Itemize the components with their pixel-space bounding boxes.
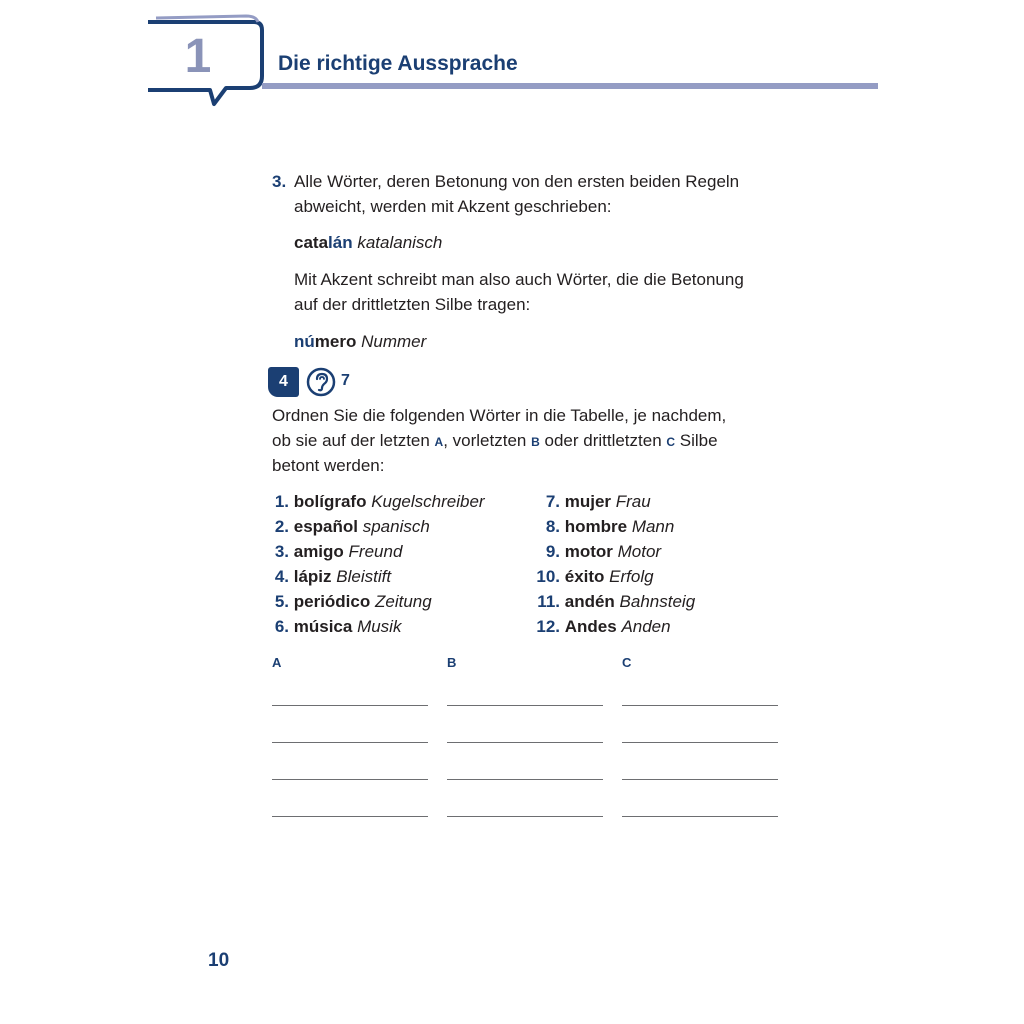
- item-translation: Frau: [615, 492, 651, 511]
- header-rule: [262, 83, 878, 89]
- list-item: [530, 589, 695, 614]
- example-translation: Nummer: [361, 332, 427, 351]
- list-item: [271, 514, 430, 539]
- instruction-line-1: Ordnen Sie die folgenden Wörter in die Tabelle, je nachdem,: [272, 406, 727, 425]
- list-item: [530, 489, 651, 514]
- item-translation: Bleistift: [336, 567, 392, 586]
- item-number: 10.: [536, 567, 560, 586]
- answer-line[interactable]: [447, 779, 603, 780]
- column-header-a: A: [272, 655, 282, 670]
- column-header-b: B: [447, 655, 457, 670]
- item-word: amigo: [293, 542, 344, 561]
- item-word: música: [293, 617, 353, 636]
- instruction-text: ob sie auf der letzten: [272, 431, 435, 450]
- item-word: lápiz: [293, 567, 332, 586]
- column-header-c: C: [622, 655, 632, 670]
- answer-line[interactable]: [272, 779, 428, 780]
- item-word: español: [293, 517, 358, 536]
- item-translation: Bahnsteig: [619, 592, 696, 611]
- item-translation: Musik: [357, 617, 402, 636]
- item-number: 3.: [274, 542, 289, 561]
- answer-line[interactable]: [622, 816, 778, 817]
- list-item: [530, 564, 654, 589]
- item-number: 11.: [537, 592, 560, 611]
- item-number: 4.: [274, 567, 289, 586]
- list-item: [530, 514, 674, 539]
- example-word-post: mero: [314, 332, 357, 351]
- example-word-stress: nú: [294, 332, 315, 351]
- item-word: éxito: [564, 567, 605, 586]
- example-numero: [294, 329, 426, 354]
- item-word: bolígrafo: [293, 492, 367, 511]
- exercise-number-badge: 4: [268, 367, 299, 397]
- item-number: 5.: [274, 592, 289, 611]
- list-item: [530, 614, 671, 639]
- rule-text2-line-2: auf der drittletzten Silbe tragen:: [294, 295, 531, 314]
- item-word: andén: [564, 592, 615, 611]
- label-b: B: [531, 435, 540, 449]
- item-word: hombre: [564, 517, 628, 536]
- rule-number: 3.: [272, 172, 287, 191]
- instruction-text: , vorletzten: [443, 431, 532, 450]
- item-number: 2.: [274, 517, 289, 536]
- page-number: 10: [208, 950, 230, 971]
- item-translation: Erfolg: [609, 567, 654, 586]
- rule-text-line-1: Alle Wörter, deren Betonung von den ersten beiden Regeln: [294, 172, 740, 191]
- item-word: periódico: [293, 592, 371, 611]
- label-c: C: [666, 435, 676, 449]
- answer-line[interactable]: [272, 742, 428, 743]
- audio-track-number: 7: [341, 372, 350, 389]
- item-translation: Mann: [631, 517, 675, 536]
- ear-icon: [306, 367, 336, 397]
- answer-line[interactable]: [272, 705, 428, 706]
- item-word: mujer: [564, 492, 612, 511]
- answer-line[interactable]: [622, 705, 778, 706]
- answer-line[interactable]: [447, 705, 603, 706]
- answer-line[interactable]: [272, 816, 428, 817]
- item-number: 1.: [274, 492, 289, 511]
- list-item: [530, 539, 661, 564]
- label-a: A: [434, 435, 444, 449]
- rule-text2-line-1: Mit Akzent schreibt man also auch Wörter, die die Betonung: [294, 270, 744, 289]
- list-item: [271, 564, 391, 589]
- item-translation: Motor: [617, 542, 662, 561]
- list-item: [271, 489, 485, 514]
- item-number: 7.: [545, 492, 560, 511]
- list-item: [271, 589, 432, 614]
- instruction-line-3: betont werden:: [272, 456, 385, 475]
- item-number: 6.: [274, 617, 289, 636]
- instruction-line-2: [272, 428, 718, 455]
- item-word: motor: [564, 542, 613, 561]
- answer-line[interactable]: [447, 742, 603, 743]
- item-translation: Kugelschreiber: [371, 492, 485, 511]
- answer-line[interactable]: [622, 742, 778, 743]
- example-translation: katalanisch: [357, 233, 443, 252]
- example-word-stress: lán: [328, 233, 353, 252]
- example-catalan: [294, 230, 442, 255]
- list-item: [271, 614, 401, 639]
- item-translation: spanisch: [362, 517, 430, 536]
- item-translation: Freund: [348, 542, 403, 561]
- item-word: Andes: [564, 617, 617, 636]
- instruction-text: Silbe: [675, 431, 718, 450]
- answer-line[interactable]: [622, 779, 778, 780]
- example-word-pre: cata: [294, 233, 329, 252]
- item-translation: Anden: [621, 617, 671, 636]
- item-translation: Zeitung: [374, 592, 432, 611]
- chapter-title: Die richtige Aussprache: [278, 52, 518, 75]
- chapter-number: 1: [184, 30, 212, 83]
- item-number: 8.: [545, 517, 560, 536]
- rule-text-line-2: abweicht, werden mit Akzent geschrieben:: [294, 197, 612, 216]
- item-number: 9.: [545, 542, 560, 561]
- answer-line[interactable]: [447, 816, 603, 817]
- item-number: 12.: [536, 617, 560, 636]
- instruction-text: oder drittletzten: [539, 431, 667, 450]
- list-item: [271, 539, 402, 564]
